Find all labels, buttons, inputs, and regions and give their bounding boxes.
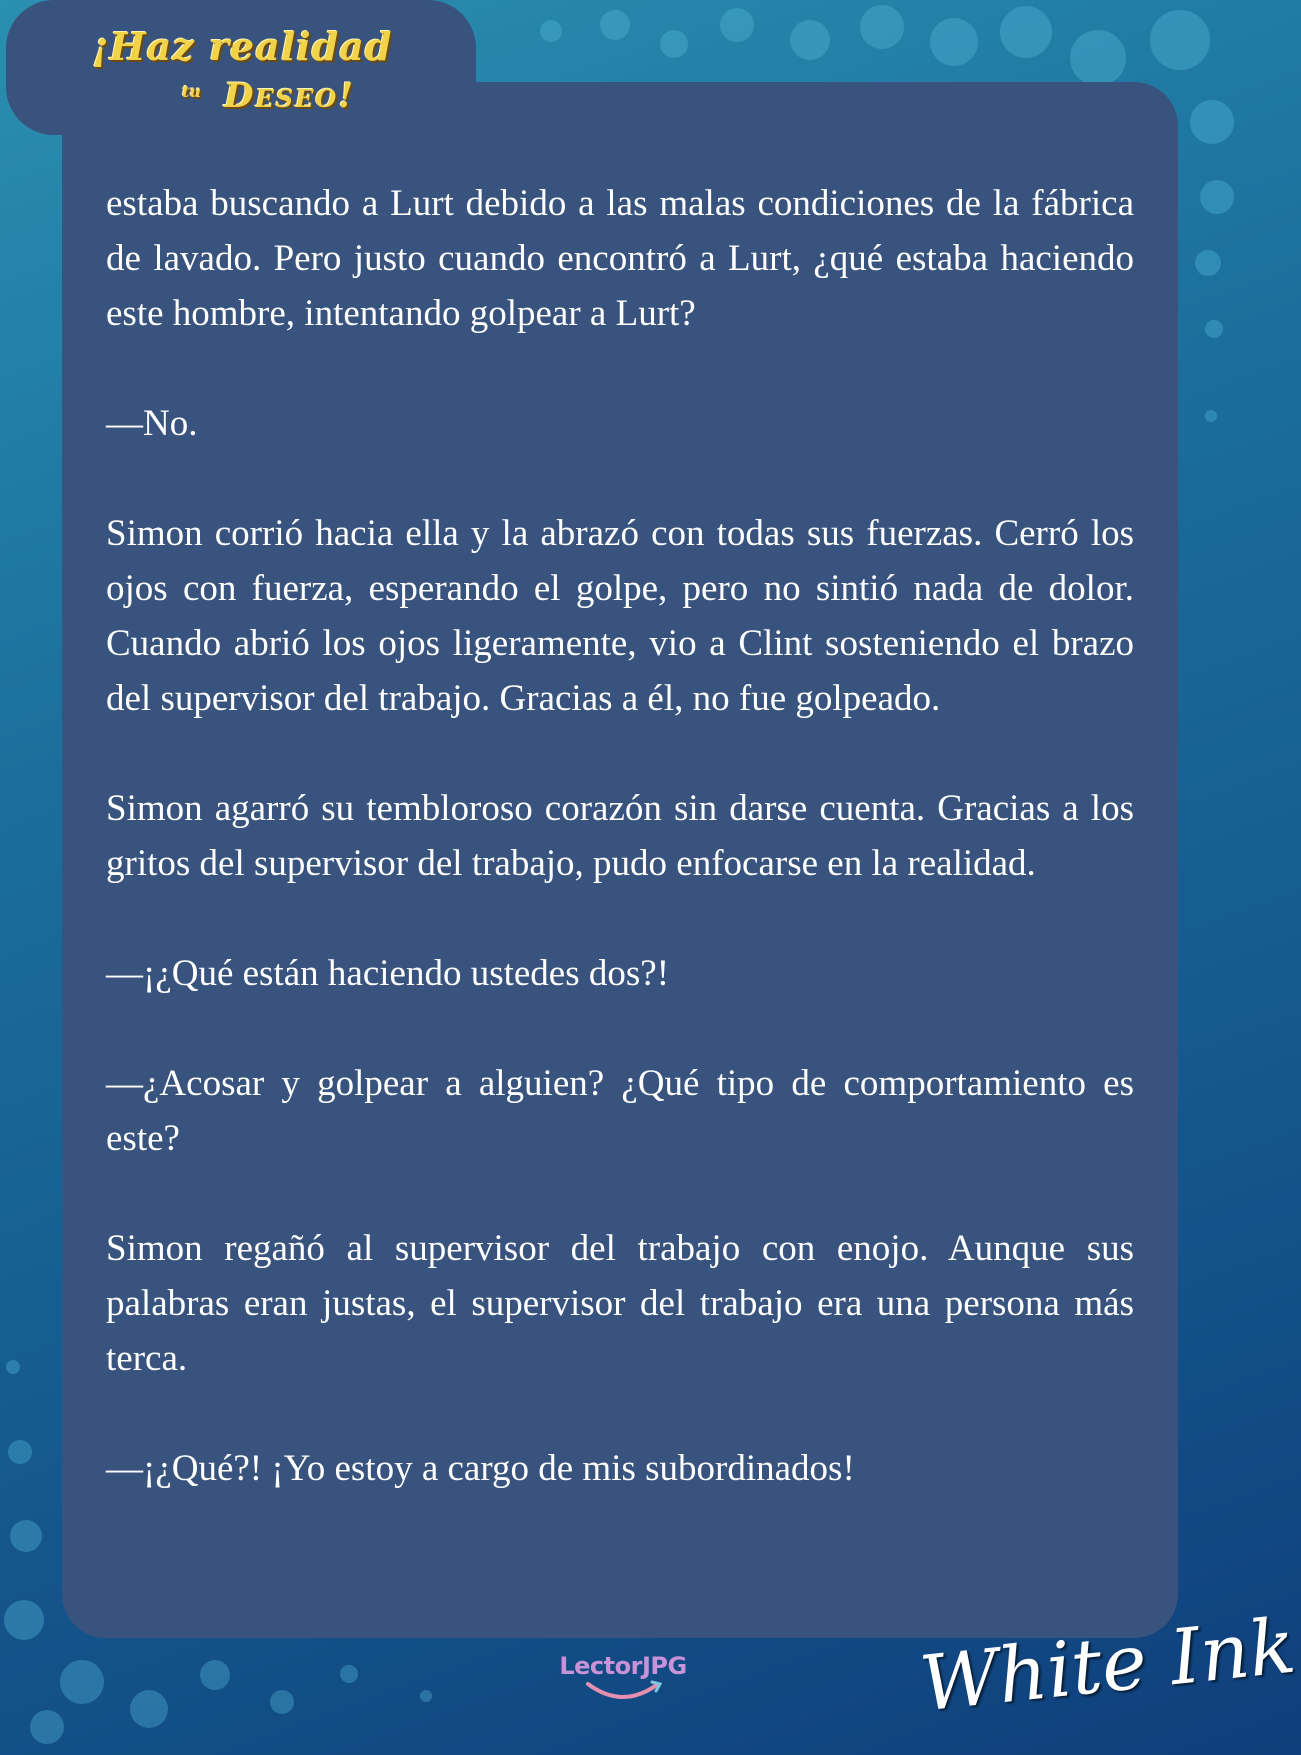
logo-line-3: Deseo! xyxy=(224,76,356,116)
paragraph-8: —¡¿Qué?! ¡Yo estoy a cargo de mis subordinados! xyxy=(106,1448,855,1489)
paragraph-3: Simon corrió hacia ella y la abrazó con todas sus fuerzas. Cerró los ojos con fuerza, esperando el golpe, pero no sintió nada de dolor. Cuando abrió los ojos ligeramente, vio a Clint sosteniendo el brazo del supervisor del trabajo. Gracias a él, no fue golpeado. xyxy=(106,513,1134,719)
logo-line-1: ¡Haz realidad xyxy=(92,24,393,69)
paragraph-1: estaba buscando a Lurt debido a las malas condiciones de la fábrica de lavado. Pero justo cuando encontró a Lurt, ¿qué estaba haciendo este hombre, intentando golpear a Lurt? xyxy=(106,183,1134,334)
chapter-text xyxy=(106,176,1134,1551)
paragraph-2: —No. xyxy=(106,403,198,444)
logo-line-2: tu xyxy=(182,82,202,101)
watermark-text: LectorJPG xyxy=(559,1652,687,1680)
paragraph-6: —¿Acosar y golpear a alguien? ¿Qué tipo de comportamiento es este? xyxy=(106,1063,1134,1159)
paragraph-5: —¡¿Qué están haciendo ustedes dos?! xyxy=(106,953,670,994)
lectorjpg-watermark xyxy=(548,1652,698,1722)
white-ink-signature: White Ink xyxy=(916,1600,1300,1729)
smile-arc-icon xyxy=(568,1680,678,1704)
site-logo xyxy=(92,20,392,125)
paragraph-4: Simon agarró su tembloroso corazón sin darse cuenta. Gracias a los gritos del supervisor del trabajo, pudo enfocarse en la realidad. xyxy=(106,788,1134,884)
paragraph-7: Simon regañó al supervisor del trabajo con enojo. Aunque sus palabras eran justas, el supervisor del trabajo era una persona más terca. xyxy=(106,1228,1134,1379)
